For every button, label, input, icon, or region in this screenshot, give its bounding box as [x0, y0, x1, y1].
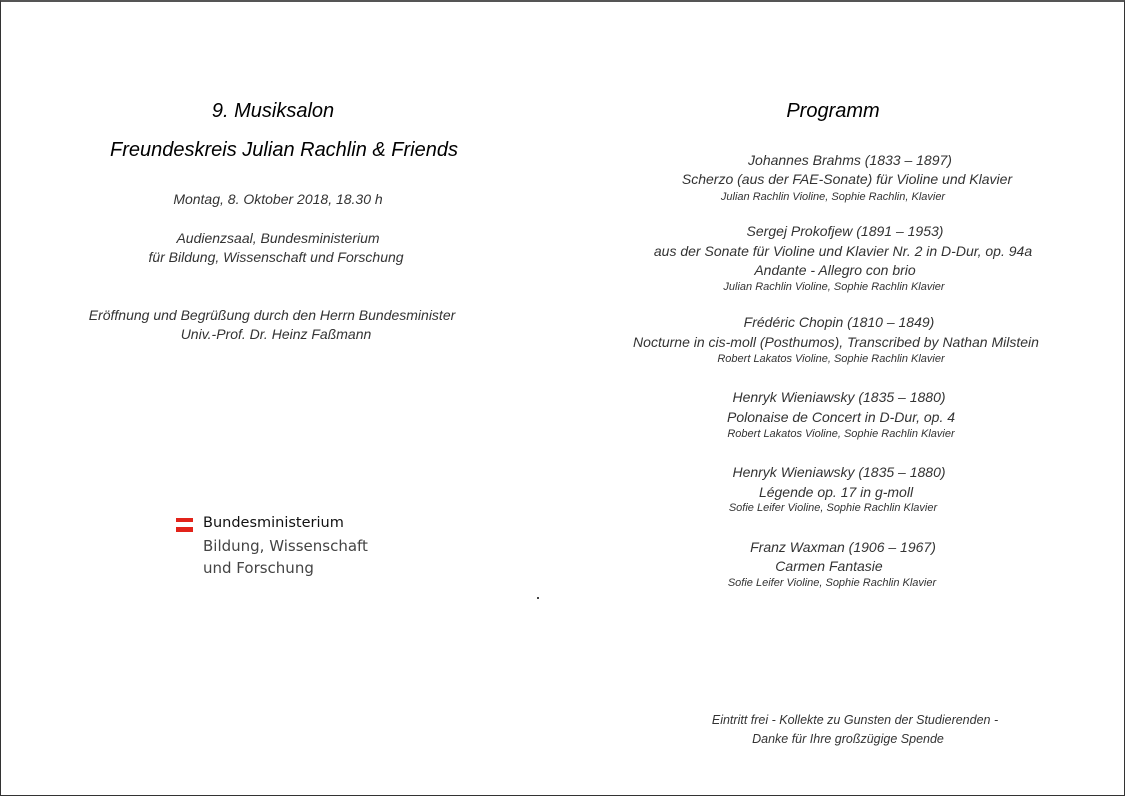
opening-line-1: Eröffnung und Begrüßung durch den Herrn Bundesminister: [88, 307, 456, 323]
program-performers: Robert Lakatos Violine, Sophie Rachlin Klavier: [727, 428, 955, 440]
program-work: Légende op. 17 in g-moll: [758, 484, 914, 500]
program-performers: Julian Rachlin Violine, Sophie Rachlin, Klavier: [720, 191, 946, 203]
program-composer: Johannes Brahms (1833 – 1897): [748, 152, 952, 168]
program-work: Nocturne in cis-moll (Posthumos), Transcribed by Nathan Milstein: [633, 334, 1039, 350]
program-composer: Sergej Prokofjew (1891 – 1953): [746, 223, 944, 239]
stray-dot: [537, 597, 539, 599]
program-performers: Sofie Leifer Violine, Sophie Rachlin Klavier: [727, 577, 937, 589]
concert-date: Montag, 8. Oktober 2018, 18.30 h: [173, 191, 383, 207]
program-composer: Frédéric Chopin (1810 – 1849): [743, 314, 935, 330]
logo-line-1: Bundesministerium: [203, 515, 344, 531]
program-composer: Henryk Wieniawsky (1835 – 1880): [732, 389, 946, 405]
program-work: Carmen Fantasie: [775, 558, 883, 574]
opening-line-2: Univ.-Prof. Dr. Heinz Faßmann: [180, 326, 372, 342]
program-composer: Franz Waxman (1906 – 1967): [750, 539, 936, 555]
program-title: Programm: [786, 100, 880, 122]
program-composer: Henryk Wieniawsky (1835 – 1880): [732, 464, 946, 480]
concert-title: 9. Musiksalon: [211, 100, 335, 122]
venue-line-1: Audienzsaal, Bundesministerium: [176, 230, 380, 246]
austria-flag-logo-icon: [176, 518, 193, 532]
program-work: Andante - Allegro con brio: [754, 262, 916, 278]
logo-line-3: und Forschung: [203, 559, 314, 577]
program-performers: Robert Lakatos Violine, Sophie Rachlin Klavier: [717, 353, 945, 365]
program-work: Polonaise de Concert in D-Dur, op. 4: [726, 409, 956, 425]
logo-line-2: Bildung, Wissenschaft: [203, 537, 368, 555]
program-work: Scherzo (aus der FAE-Sonate) für Violine und Klavier: [681, 171, 1013, 187]
concert-subtitle: Freundeskreis Julian Rachlin & Friends: [110, 139, 458, 161]
program-performers: Sofie Leifer Violine, Sophie Rachlin Klavier: [728, 502, 938, 514]
footer-line-2: Danke für Ihre großzügige Spende: [752, 732, 944, 746]
program-performers: Julian Rachlin Violine, Sophie Rachlin Klavier: [723, 281, 945, 293]
program-work: aus der Sonate für Violine und Klavier Nr. 2 in D-Dur, op. 94a: [653, 243, 1033, 259]
footer-line-1: Eintritt frei - Kollekte zu Gunsten der Studierenden -: [711, 713, 999, 727]
venue-line-2: für Bildung, Wissenschaft und Forschung: [148, 249, 404, 265]
